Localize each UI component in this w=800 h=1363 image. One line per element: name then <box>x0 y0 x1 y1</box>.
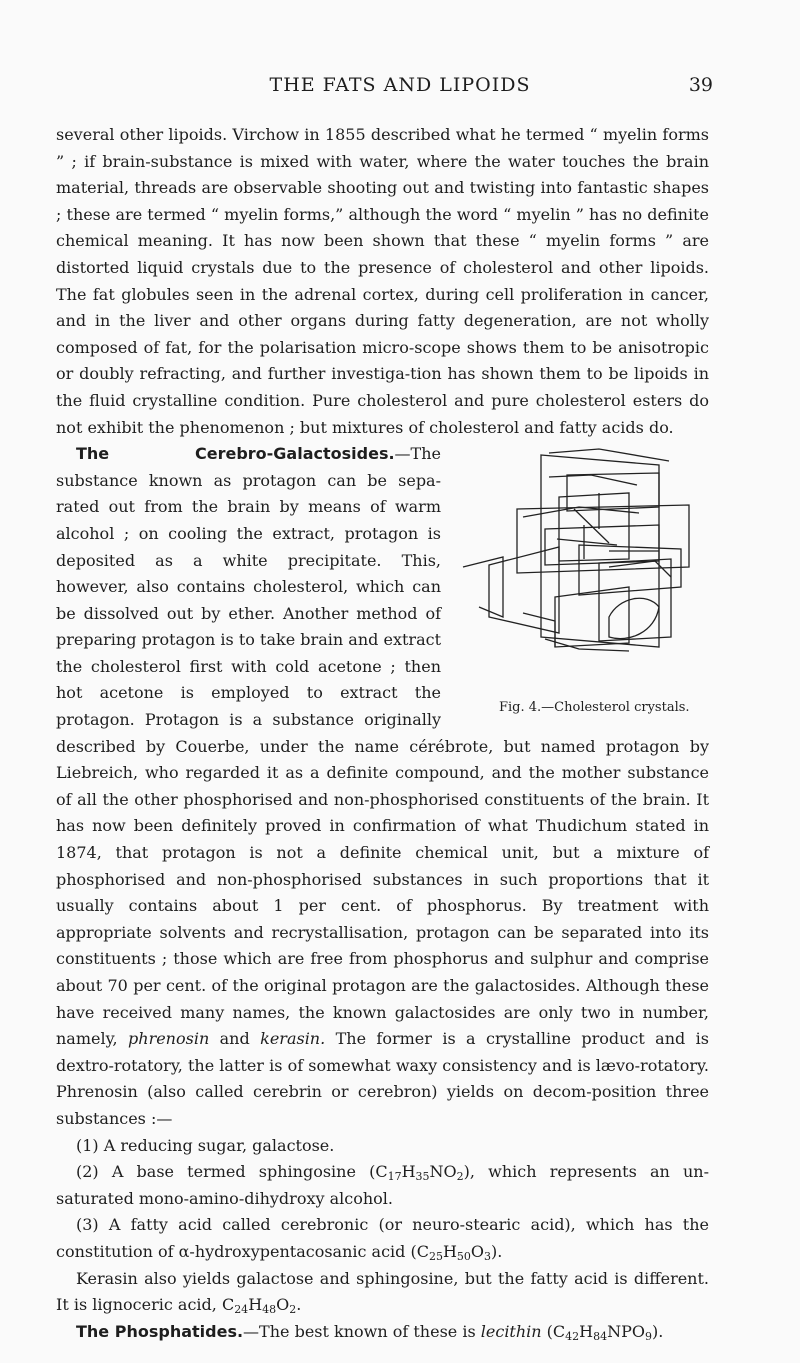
paragraph-cerebro-galactosides <box>56 441 709 1132</box>
text: O <box>276 1295 290 1315</box>
subscript: 2 <box>289 1303 297 1317</box>
text: O <box>470 1241 485 1261</box>
text: H <box>442 1241 457 1261</box>
list-item-1: (1) A reducing sugar, galactose. <box>76 1135 335 1155</box>
text: (C <box>541 1321 566 1341</box>
subscript: 2 <box>456 1170 464 1184</box>
text: ), which represents an un-saturated mono-amino-dihydroxy alcohol. <box>56 1162 710 1208</box>
subscript: 84 <box>593 1329 608 1343</box>
term-kerasin: kerasin. <box>260 1029 326 1049</box>
paragraph-cerebro-tail: The former is a crystalline product and is dextro-rotatory, the latter is of somewhat waxy consistency and is lævo-rotatory. Phrenosin (also called cerebrin or cerebron) yields on decom-position three substances :— <box>56 1029 709 1128</box>
running-head: THE FATS AND LIPOIDS <box>269 74 531 96</box>
section-heading-phosphatides: The Phosphatides. <box>76 1321 244 1341</box>
text: ). <box>652 1321 664 1341</box>
section-heading-cerebro-galactosides: The Cerebro-Galactosides. <box>76 444 395 464</box>
subscript: 24 <box>234 1303 249 1317</box>
subscript: 48 <box>262 1303 277 1317</box>
term-lecithin: lecithin <box>480 1321 542 1341</box>
term-phrenosin: phrenosin <box>128 1029 210 1049</box>
text: . <box>296 1295 302 1315</box>
list-item-3 <box>56 1212 709 1265</box>
subscript: 35 <box>415 1170 430 1184</box>
subscript: 17 <box>387 1170 402 1184</box>
subscript: 3 <box>484 1249 492 1263</box>
text: H <box>579 1321 594 1341</box>
text: H <box>401 1162 416 1182</box>
body-text <box>56 122 709 1345</box>
page-header <box>0 74 800 104</box>
subscript: 25 <box>428 1249 443 1263</box>
text: NO <box>429 1162 457 1182</box>
paragraph-phosphatides <box>56 1319 709 1346</box>
text: H <box>248 1295 263 1315</box>
text: ). <box>491 1241 503 1261</box>
paragraph-myelin: several other lipoids. Virchow in 1855 described what he termed “ myelin forms ” ; if brain-substance is mixed with water, where the water touches the brain material, threads are observable shooting out and twisting into fantastic shapes ; these are termed “ myelin forms,” although the word “ myelin ” has no definite chemical meaning. It has now been shown that these “ myelin forms ” are distorted liquid crystals due to the presence of cholesterol and other lipoids. The fat globules seen in the adrenal cortex, during cell proliferation in cancer, and in the liver and other organs during fatty degeneration, are not wholly composed of fat, for the polarisation micro-scope shows them to be anisotropic or doubly refracting, and further investiga-tion has shown them to be lipoids in the fluid crystalline condition. Pure cholesterol and pure cholesterol esters do not exhibit the phenomenon ; but mixtures of cholesterol and fatty acids do. <box>56 125 709 437</box>
cholesterol-crystals-illustration <box>459 447 709 692</box>
page-number: 39 <box>688 74 713 96</box>
text: —The best known of these is <box>243 1321 481 1341</box>
text: NPO <box>607 1321 646 1341</box>
figure-caption: Fig. 4.—Cholesterol crystals. <box>499 700 690 716</box>
text: (3) A fatty acid called cerebronic (or neuro-stearic acid), which has the constitution of α-hydroxypentacosanic acid (C <box>56 1215 709 1261</box>
paragraph-kerasin <box>56 1266 709 1319</box>
subscript: 50 <box>456 1249 471 1263</box>
text-and: and <box>209 1029 261 1049</box>
subscript: 42 <box>565 1329 580 1343</box>
list-item-2 <box>56 1159 709 1212</box>
subscript: 9 <box>645 1329 653 1343</box>
text: (2) A base termed sphingosine (C <box>76 1162 388 1182</box>
figure-cholesterol-crystals <box>459 447 709 719</box>
text: Kerasin also yields galactose and sphingosine, but the fatty acid is different. It is lignoceric acid, C <box>56 1268 709 1315</box>
paragraph-cerebro-text: —The substance known as protagon can be sepa-rated out from the brain by means of warm alcohol ; on cooling the extract, protagon is deposited as a white precipitate. This, however, also contains cholesterol, which can be dissolved out by ether. Another method of preparing protagon is to take brain and extract the cholesterol first with cold acetone ; then hot acetone is employed to extract the protagon. Protagon is a substance originally described by Couerbe, under the name cérébrote, but named protagon by Liebreich, who regarded it as a definite compound, and the mother substance of all the other phosphorised and non-phosphorised constituents of the brain. It has now been definitely proved in confirmation of what Thudichum stated in 1874, that protagon is not a definite chemical unit, but a mixture of phosphorised and non-phosphorised substances in such proportions that it usually contains about 1 per cent. of phosphorus. By treatment with appropriate solvents and recrystallisation, protagon can be separated into its constituents ; those which are free from phosphorus and sulphur and comprise about 70 per cent. of the original protagon are the galactosides. Although these have received many names, the known galactosides are only two in number, namely, <box>56 444 709 1049</box>
